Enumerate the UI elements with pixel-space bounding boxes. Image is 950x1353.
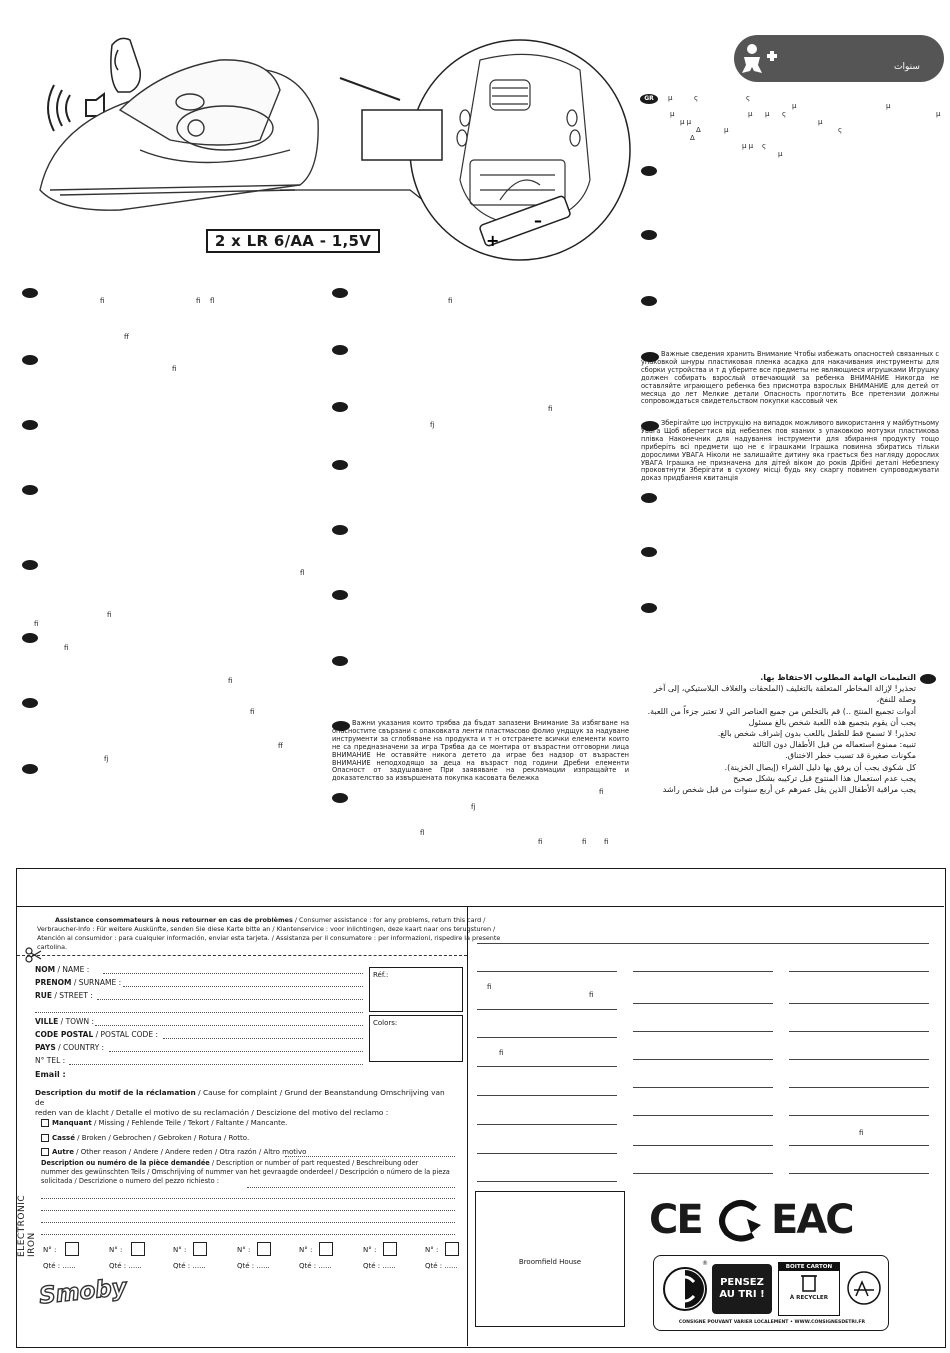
lang-bullet xyxy=(22,485,38,495)
lang-bullet-ar xyxy=(920,674,936,684)
plus-sign: + xyxy=(486,231,500,250)
assistance-text: Assistance consommateurs à nous retourner en cas de problèmes / Consumer assistance : for any problems, return this card / Verbraucher-Info : Für weitere Auskünfte, senden Sie diese Karte bitte an / Klantenservice : voor inlichtingen, deze kaart naar ons terugsturen / Atención al consumidor : para cualquier información, enviar esta tarjeta. / Assistanza per il consumatore : per informazioni, rispedire la presente cartolina. xyxy=(37,916,501,951)
option-manquant[interactable]: Manquant / Missing / Fehlende Teile / Tekort / Faltante / Mancante. xyxy=(41,1119,287,1127)
prenom-field[interactable] xyxy=(123,986,363,987)
fragment: fi xyxy=(487,983,492,991)
lang-bullet xyxy=(332,288,348,298)
lang-bullet xyxy=(641,296,657,306)
lang-bullet xyxy=(22,633,38,643)
ville-label: VILLE / TOWN : xyxy=(35,1017,94,1026)
lang-bullet xyxy=(641,547,657,557)
ce-mark: CE xyxy=(649,1197,702,1243)
cp-label: CODE POSTAL / POSTAL CODE : xyxy=(35,1030,158,1039)
lang-bullet xyxy=(332,525,348,535)
lang-bullet xyxy=(332,656,348,666)
bin-icon xyxy=(799,1271,819,1293)
lang-bullet xyxy=(641,603,657,613)
pays-field[interactable] xyxy=(109,1051,363,1052)
email-label: Email : xyxy=(35,1070,66,1079)
fragment: fi xyxy=(499,1049,504,1057)
carton-bin-block: BOITE CARTON À RECYCLER xyxy=(778,1262,840,1316)
part-number-box[interactable] xyxy=(383,1242,397,1256)
consigne-text: CONSIGNE POUVANT VARIER LOCALEMENT • WWW.CONSIGNESDETRI.FR xyxy=(678,1320,866,1325)
lang-bullet xyxy=(332,590,348,600)
card-header-band xyxy=(17,869,944,907)
option-casse[interactable]: Cassé / Broken / Gebrochen / Gebroken / Rotura / Rotto. xyxy=(41,1134,249,1142)
part-number-box[interactable] xyxy=(257,1242,271,1256)
rue-field[interactable] xyxy=(97,999,363,1000)
part-number-box[interactable] xyxy=(193,1242,207,1256)
part-number-box[interactable] xyxy=(445,1242,459,1256)
colors-box[interactable]: Colors: xyxy=(369,1015,463,1062)
arabic-warning-text: التعليمات الهامة المطلوب الاحتفاظ بها. تحذير! لإزالة المخاطر المتعلقة بالتغليف (الملحقات والغلاف البلاستيكي، إلى آخر وصلة للنفخ، أدوات تجميع المنتج ..) قم بالتخلص من جميع العناصر التي لا تعتبر جزءاً من اللعبة. يجب أن يقوم بتجميع هذه اللعبة شخص بالغ مسئول تحذير! لا تسمح قط للطفل باللعب بدون إشراف شخص بالغ. تنبيه: ممنوع استعماله من قبل الأطفال دون الثالثة مكونات صغيرة قد تسبب خطر الاختناق. كل شكوى يجب أن يرفق بها دليل الشراء (إيصال الخزينة). يجب عدم استعمال هذا المنتوج قبل تركيبه بشكل صحيح يجب مراقبة الأطفال الذين يقل عمرهم عن أربع سنوات من قبل شخص راشد xyxy=(647,673,916,795)
piece-field-line2[interactable] xyxy=(41,1198,455,1199)
lang-bullet xyxy=(22,288,38,298)
cut-line xyxy=(17,955,467,956)
age-arabic-label: سنوات xyxy=(894,62,920,72)
green-dot-icon xyxy=(662,1266,708,1312)
bulgarian-warning-text: Важни указания които трябва да бъдат запазени Внимание За избягване на опасностите свързани с опаковката ленти пластмасово фолио ундщук за надуване инструменти за сглобяване на продукта и т н отстранете всички елементи които не са предназначени за игра Трябва да се монтира от възрастни отговорни лица ВНИМАНИЕ Не оставяйте никога детето да играе без надзор от възрастен ВНИМАНИЕ неподходящо за деца на възраст под години Дребни елементи Опасност от задушаване При заявяване на рекламации изпращайте и доказателство за извършената покупка касовата бележка xyxy=(332,719,629,783)
lang-bullet xyxy=(641,230,657,240)
scissors-icon xyxy=(25,947,43,963)
nom-field[interactable] xyxy=(103,973,363,974)
iron-drawing xyxy=(40,60,318,210)
triman-icon xyxy=(846,1270,882,1306)
checkbox[interactable] xyxy=(41,1134,49,1142)
lang-bullet xyxy=(22,355,38,365)
lang-bullet xyxy=(641,166,657,176)
checkbox[interactable] xyxy=(41,1119,49,1127)
eac-mark: EAC xyxy=(771,1197,853,1243)
child-plus-icon xyxy=(740,41,780,75)
ville-field[interactable] xyxy=(95,1025,363,1026)
description-heading: Description du motif de la réclamation / Cause for complaint / Grund der Beanstandung Omschrijving van de reden van de klacht / Detalle el motivo de su reclamación / Descizione del motivo del reclamo : xyxy=(35,1088,445,1117)
consumer-assistance-card: Assistance consommateurs à nous retourner en cas de problèmes / Consumer assistance : for any problems, return this card / Verbraucher-Info : Für weitere Auskünfte, senden Sie diese Karte bitte an / Klantenservice : voor inlichtingen, deze kaart naar ons terugsturen / Atención al consumidor : para cualquier información, enviar esta tarjeta. / Assistanza per il consumatore : per informazioni, rispedire la presente cartolina. NOM / NAME : PRENOM / SURNAME : RUE / STREET : VILLE / TOWN : CODE POSTAL / POSTAL CODE : PAYS / COUNTRY : N° TEL : Email : Réf.: Colors: Description du motif de la réclamation / Cause for complaint / Grund der Beanstandung Omschrijving van de reden van de klacht / Detalle el motivo de su reclamación / Descizione del motivo del reclamo : Manquant / Missing / Fehlende Teile / Tekort / Faltante / Mancante. Cassé / Broken / Gebrochen / Gebroken / Rotura / Rotto. Autre / Other reason / Andere / Andere reden / Otra razón / Altro motivo Description ou numéro de la pièce demandée / Description or number of part requested / Beschreibung oder nummer des gewünschten Teils / Omschrijving of nummer van het gevraagde onderdeel / Descripción o número de la pieza solicitada / Descrizione o numero del pezzo richiesto : ELECTRONIC IRON N° : N° : N° : N° : N° : N° : N° : Qté : ...... Qté : ...... Qté : ...... Qté : ...... Qté : ...... Qté : ...... Qté : ...... Smoby fi fi fi fi Broomfield House CE EAC ® PENSEZ AU TRI ! BOITE CARTON À RECYCLER CONSIGNE POUVANT VARIER LOCALEMENT • WWW.CONSIGNESDETRI.FR xyxy=(16,868,946,1348)
piece-heading: Description ou numéro de la pièce demandée / Description or number of part requested / Beschreibung oder nummer des gewünschten Teils / Omschrijving of nummer van het gevraagde onderdeel / Descripción o número de la pieza solicitada / Descrizione o numero del pezzo richiesto : xyxy=(41,1159,450,1185)
minus-sign: – xyxy=(534,211,542,230)
battery-compartment-drawing xyxy=(457,54,590,225)
lang-bullet xyxy=(332,793,348,803)
piece-field-line4[interactable] xyxy=(41,1222,455,1223)
nom-label: NOM / NAME : xyxy=(35,965,90,974)
lang-bullet xyxy=(332,460,348,470)
part-number-box[interactable] xyxy=(319,1242,333,1256)
piece-field[interactable] xyxy=(247,1187,455,1188)
card-divider xyxy=(467,906,468,1346)
cp-field[interactable] xyxy=(163,1038,363,1039)
lang-bullet xyxy=(332,402,348,412)
lang-bullet xyxy=(641,493,657,503)
lang-bullet xyxy=(22,698,38,708)
tel-label: N° TEL : xyxy=(35,1056,66,1065)
lang-badge-gr: GR xyxy=(640,94,658,104)
smoby-logo: Smoby xyxy=(37,1274,128,1310)
registered-mark: ® xyxy=(702,1260,708,1267)
part-number-box[interactable] xyxy=(65,1242,79,1256)
piece-field-line3[interactable] xyxy=(41,1210,455,1211)
battery-spec-label: 2 x LR 6/AA - 1,5V xyxy=(206,229,380,253)
checkbox[interactable] xyxy=(41,1148,49,1156)
pensez-au-tri-block: PENSEZ AU TRI ! xyxy=(712,1264,772,1314)
rue-label: RUE / STREET : xyxy=(35,991,93,1000)
product-name-vertical: ELECTRONIC IRON xyxy=(17,1194,37,1257)
pays-label: PAYS / COUNTRY : xyxy=(35,1043,105,1052)
ukrainian-warning-text: Зберігайте цю інструкцію на випадок можливого використання у майбутньому Увага Щоб вберегтися від небезпек пов язаних з упаковкою мотузки пластикова плівка Наконечник для надування інструменти для збирання продукту тощо приберіть всі предмети що не є іграшками Іграшка повинна збиратись тільки дорослими УВАГА Ніколи не залишайте дитину яка грається без нагляду дорослих УВАГА Іграшка не призначена для дітей віком до років Дрібні деталі Небезпеку проковтнути Зберігати в сухому місці будь яку скаргу повинен супроводжувати доказ придбання квитанція xyxy=(641,419,939,483)
piece-field-line5[interactable] xyxy=(41,1234,455,1235)
screwdriver-icon xyxy=(340,78,400,100)
fragment: fi xyxy=(589,991,594,999)
lang-bullet xyxy=(22,420,38,430)
triman-panel xyxy=(653,1255,889,1331)
return-address-box xyxy=(475,1191,625,1327)
rue-field-line2[interactable] xyxy=(35,1012,363,1013)
russian-warning-text: Важные сведения хранить Внимание Чтобы избежать опасностей связанных с упаковкой шнуры пластиковая пленка асадка для накачивания инструменты для сборки устройства и т д уберите все предметы не являющиеся игрушками Игрушку должен собирать взрослый отвечающий за ребенка ВНИМАНИЕ Никогда не оставляйте играющего ребенка без присмотра взрослых ВНИМАНИЕ для детей от месяца до лет Мелкие детали Опасность проглотить Все претензии должны сопровождаться свидетельством покупки кассовый чек xyxy=(641,350,939,406)
age-badge xyxy=(734,35,944,82)
recycling-arrow-icon xyxy=(717,1199,763,1243)
part-number-box[interactable] xyxy=(131,1242,145,1256)
lang-bullet xyxy=(22,560,38,570)
tel-field[interactable] xyxy=(69,1064,363,1065)
return-address-text: Broomfield House xyxy=(518,1258,582,1266)
battery-cover-drawing xyxy=(362,110,442,160)
option-autre[interactable]: Autre / Other reason / Andere / Andere reden / Otra razón / Altro motivo xyxy=(41,1148,306,1156)
lang-bullet xyxy=(332,345,348,355)
finger-press-icon xyxy=(111,38,140,92)
ref-box[interactable]: Réf.: xyxy=(369,967,463,1012)
lang-bullet xyxy=(22,764,38,774)
prenom-label: PRENOM / SURNAME : xyxy=(35,978,122,987)
fragment: fi xyxy=(859,1129,864,1137)
autre-field[interactable] xyxy=(285,1156,455,1157)
